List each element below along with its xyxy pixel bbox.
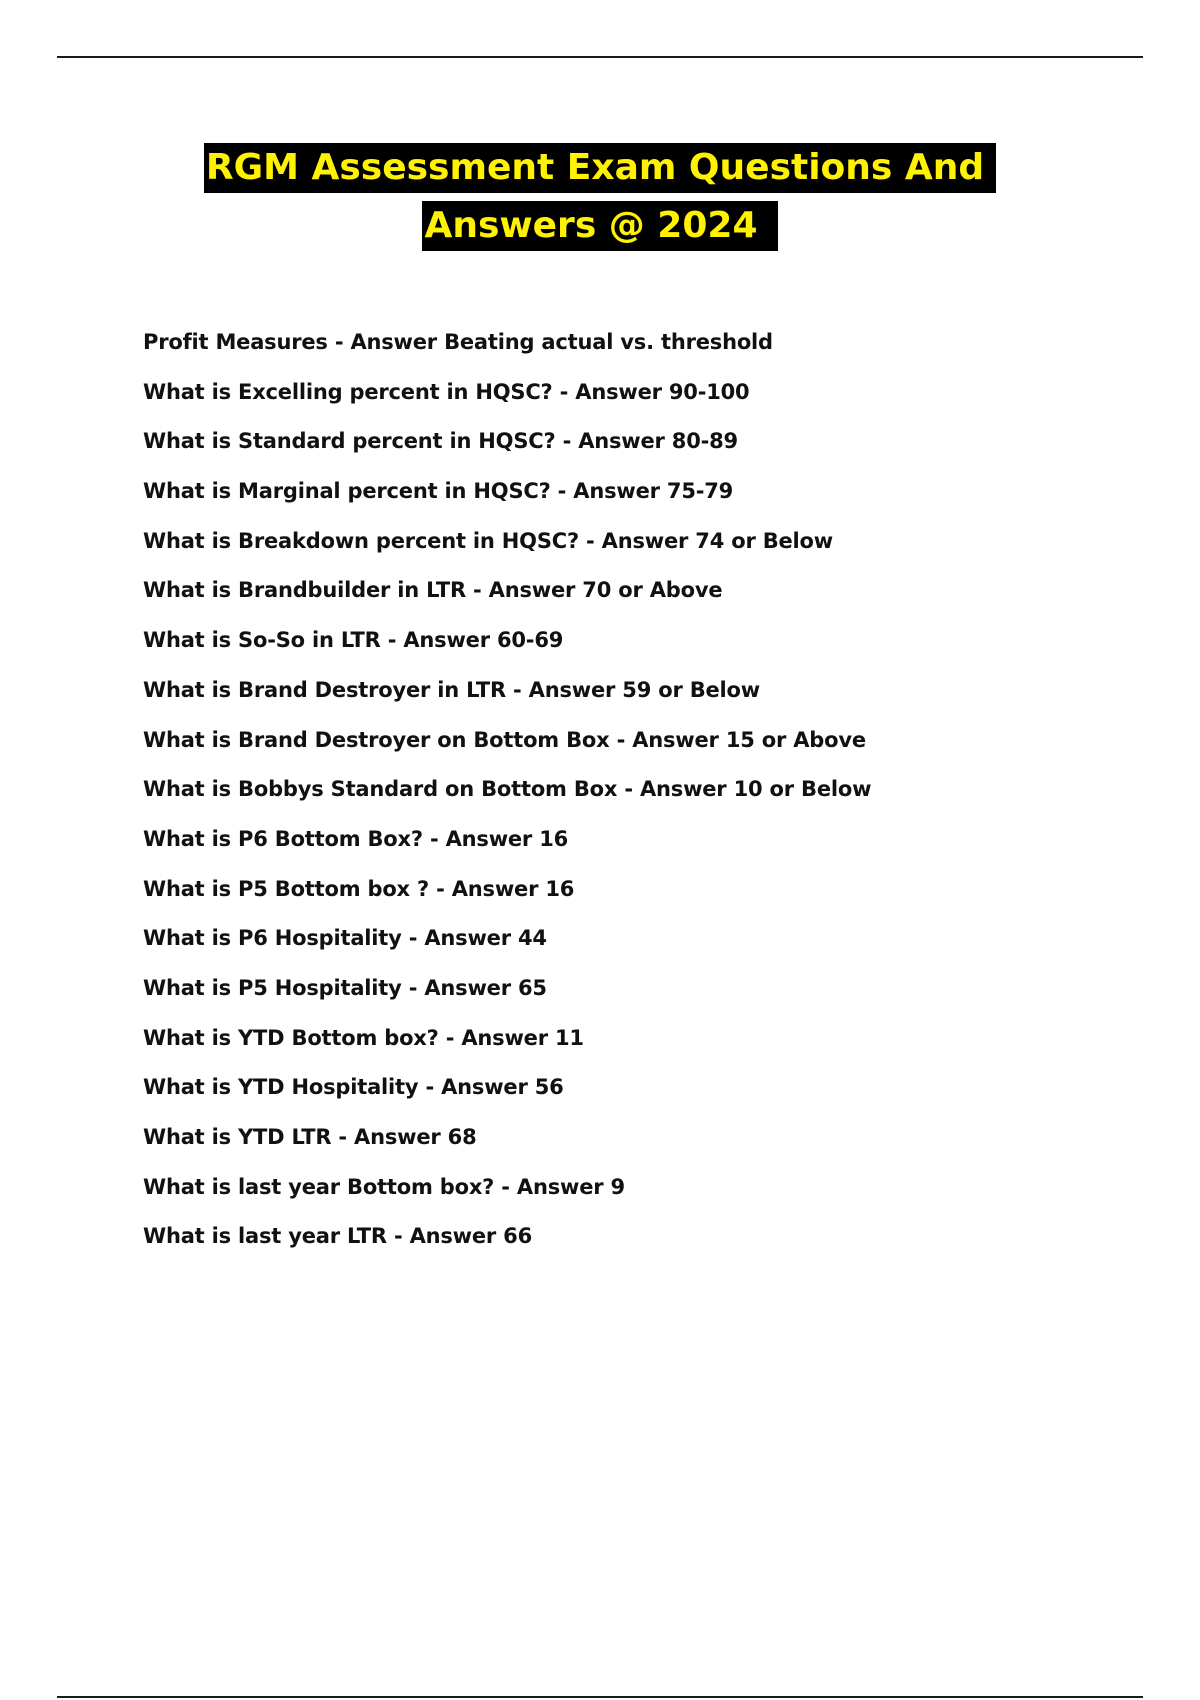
qa-item: What is Excelling percent in HQSC? - Answer 90-100 (143, 379, 750, 404)
top-rule (57, 56, 1143, 58)
qa-item: What is last year Bottom box? - Answer 9 (143, 1174, 625, 1199)
qa-item: What is Brand Destroyer on Bottom Box - Answer 15 or Above (143, 727, 866, 752)
qa-item: What is P6 Bottom Box? - Answer 16 (143, 826, 569, 851)
qa-item: What is P5 Bottom box ? - Answer 16 (143, 876, 575, 901)
qa-item: What is Marginal percent in HQSC? - Answer 75-79 (143, 479, 734, 504)
qa-item: What is Brandbuilder in LTR - Answer 70 or Above (143, 578, 723, 603)
qa-item: What is Standard percent in HQSC? - Answer 80-89 (143, 429, 738, 454)
title-line-2: Answers @ 2024 (422, 201, 777, 251)
qa-item: What is Breakdown percent in HQSC? - Answer 74 or Below (143, 528, 833, 553)
title-line-1: RGM Assessment Exam Questions And (204, 143, 996, 193)
qa-item: Profit Measures - Answer Beating actual vs. threshold (143, 330, 773, 354)
qa-item: What is YTD LTR - Answer 68 (143, 1125, 477, 1149)
qa-item: What is So-So in LTR - Answer 60-69 (143, 628, 564, 653)
qa-item: What is YTD Bottom box? - Answer 11 (143, 1025, 584, 1050)
document-title (0, 143, 1200, 251)
qa-item: What is last year LTR - Answer 66 (143, 1224, 533, 1249)
qa-list (143, 327, 871, 1271)
bottom-rule (57, 1696, 1143, 1698)
qa-item: What is Bobbys Standard on Bottom Box - Answer 10 or Below (143, 777, 872, 802)
qa-item: What is Brand Destroyer in LTR - Answer 59 or Below (143, 677, 760, 702)
qa-item: What is YTD Hospitality - Answer 56 (143, 1075, 564, 1100)
qa-item: What is P6 Hospitality - Answer 44 (143, 926, 547, 951)
qa-item: What is P5 Hospitality - Answer 65 (143, 975, 547, 1000)
